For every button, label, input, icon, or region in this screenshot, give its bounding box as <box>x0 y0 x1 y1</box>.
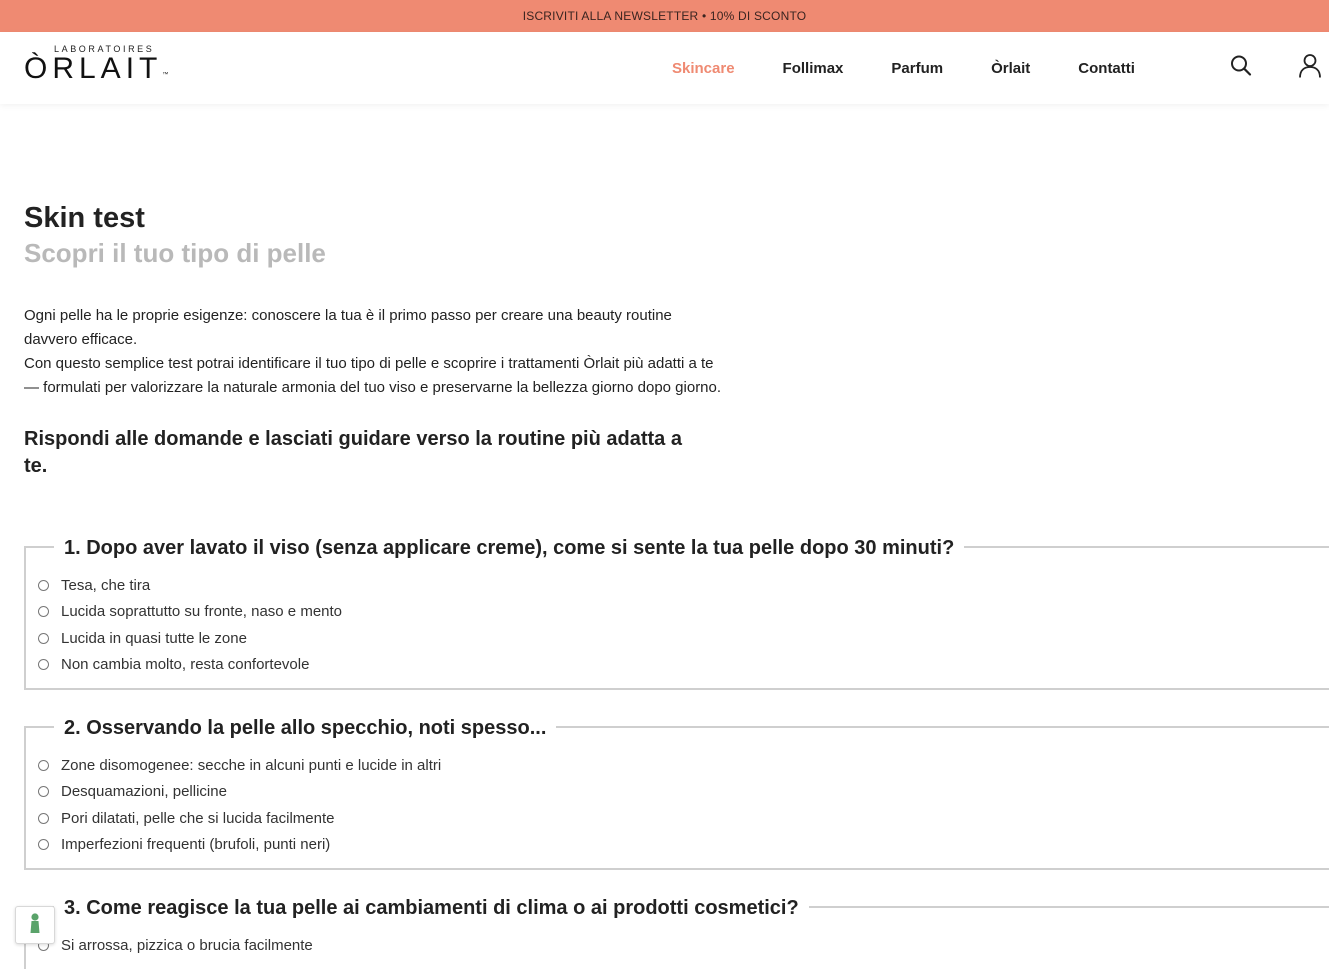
intro-paragraph-1: Ogni pelle ha le proprie esigenze: conoscere la tua è il primo passo per creare una beauty routine davvero efficace. <box>24 307 672 348</box>
logo-tagline: LABORATOIRES <box>54 44 155 54</box>
question-3-label: 3. Come reagisce la tua pelle ai cambiamenti di clima o ai prodotti cosmetici? <box>54 892 809 924</box>
option-label: Pori dilatati, pelle che si lucida facilmente <box>61 809 335 827</box>
option-label: Lucida in quasi tutte le zone <box>61 629 247 647</box>
option-item[interactable] <box>38 832 1329 859</box>
option-item[interactable] <box>38 599 1329 626</box>
nav-item-skincare[interactable]: Skincare <box>672 59 735 77</box>
option-label: Zone disomogenee: secche in alcuni punti e lucide in altri <box>61 756 442 774</box>
option-label: Non cambia molto, resta confortevole <box>61 656 310 674</box>
radio-button[interactable] <box>38 659 49 670</box>
radio-button[interactable] <box>38 839 49 850</box>
question-1 <box>24 537 1329 690</box>
user-icon[interactable] <box>1298 53 1322 84</box>
option-label: Desquamazioni, pellicine <box>61 783 227 801</box>
nav-item-follimax[interactable]: Follimax <box>782 59 844 77</box>
option-label: Si arrossa, pizzica o brucia facilmente <box>61 936 313 954</box>
question-2 <box>24 717 1329 870</box>
option-label: Imperfezioni frequenti (brufoli, punti neri) <box>61 836 331 854</box>
page-title: Skin test <box>24 202 145 234</box>
nav-item-contatti[interactable]: Contatti <box>1078 59 1135 77</box>
page-subtitle: Scopri il tuo tipo di pelle <box>24 238 326 268</box>
intro-paragraph-2: Con questo semplice test potrai identificare il tuo tipo di pelle e scoprire i trattamenti Òrlait più adatti a te — formulati per valorizzare la naturale armonia del tuo viso e preservarne la bellezza giorno dopo giorno. <box>24 355 722 396</box>
option-item[interactable] <box>38 572 1329 599</box>
skin-test-content <box>24 200 1329 969</box>
newsletter-banner[interactable] <box>0 0 1329 32</box>
radio-button[interactable] <box>38 786 49 797</box>
option-item[interactable] <box>38 805 1329 832</box>
radio-button[interactable] <box>38 760 49 771</box>
option-item[interactable] <box>38 779 1329 806</box>
option-label: Tesa, che tira <box>61 576 151 594</box>
radio-button[interactable] <box>38 606 49 617</box>
option-item[interactable] <box>38 752 1329 779</box>
option-item[interactable] <box>38 932 1329 959</box>
question-3 <box>24 897 1329 969</box>
search-icon[interactable] <box>1230 55 1252 82</box>
newsletter-banner-text[interactable]: ISCRIVITI ALLA NEWSLETTER • 10% DI SCONTO <box>522 9 807 23</box>
site-header <box>0 32 1329 104</box>
main-nav <box>672 32 1183 104</box>
option-label: Lucida soprattutto su fronte, naso e mento <box>61 603 343 621</box>
site-logo[interactable] <box>24 44 168 85</box>
option-item[interactable] <box>38 625 1329 652</box>
nav-item-parfum[interactable]: Parfum <box>891 59 944 77</box>
radio-button[interactable] <box>38 580 49 591</box>
radio-button[interactable] <box>38 633 49 644</box>
option-item[interactable] <box>38 652 1329 679</box>
radio-button[interactable] <box>38 813 49 824</box>
nav-item-orlait[interactable]: Òrlait <box>991 59 1031 77</box>
logo-wordmark: ÒRLAIT™ <box>24 52 169 85</box>
cookie-consent-button[interactable] <box>15 906 55 944</box>
question-1-label: 1. Dopo aver lavato il viso (senza applicare creme), come si sente la tua pelle dopo 30 minuti? <box>54 532 964 564</box>
cta-heading: Rispondi alle domande e lasciati guidare verso la routine più adatta a te. <box>24 428 682 477</box>
question-2-label: 2. Osservando la pelle allo specchio, noti spesso... <box>54 712 556 744</box>
intro-text <box>24 304 724 400</box>
privacy-icon <box>28 912 42 939</box>
